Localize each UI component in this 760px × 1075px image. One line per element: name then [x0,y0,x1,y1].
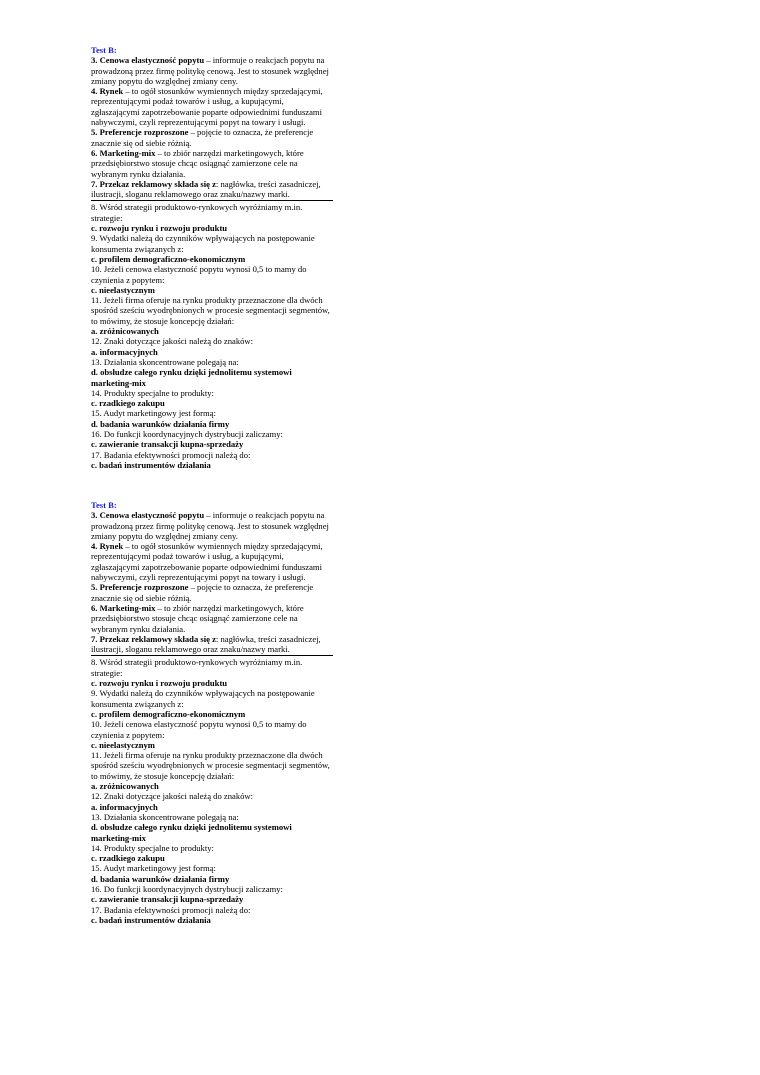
question-text: 9. Wydatki należą do czynników wpływających na postępowanie konsumenta związanych z: [91,233,315,254]
question-text: 11. Jeżeli firma oferuje na rynku produkty przeznaczone dla dwóch spośród sześciu wyodrębnionych w procesie segmentacji segmentów, to mówimy, że stosuje koncepcję działań: [91,750,330,781]
definition-item [91,634,333,655]
definition-item [91,86,333,127]
question-text: 10. Jeżeli cenowa elastyczność popytu wynosi 0,5 to mamy do czynienia z popytem: [91,719,307,740]
question-text: 16. Do funkcji koordynacyjnych dystrybucji zaliczamy: [91,428,283,439]
answer-text: c. nieelastycznym [91,739,155,750]
question-text: 14. Produkty specjalne to produkty: [91,387,214,398]
definition-term: 6. Marketing-mix [91,147,156,158]
answer-text: c. zawieranie transakcji kupna-sprzedaży [91,439,244,450]
definition-term: 7. Przekaz reklamowy składa się z [91,633,216,644]
definition-term: 3. Cenowa elastyczność popytu [91,55,205,66]
definition-term: 4. Rynek [91,541,124,552]
answer-text: c. profilem demograficzno-ekonomicznym [91,253,246,264]
definition-item [91,541,333,582]
definition-text: – informuje o reakcjach popytu na prowadzoną przez firmę politykę cenową. Jest to stosunek względnej zmiany popytu do względnej zmiany ceny. [91,55,329,86]
question-text: 11. Jeżeli firma oferuje na rynku produkty przeznaczone dla dwóch spośród sześciu wyodrębnionych w procesie segmentacji segmentów, to mówimy, że stosuje koncepcję działań: [91,295,330,326]
question-text: 9. Wydatki należą do czynników wpływających na postępowanie konsumenta związanych z: [91,688,315,709]
definition-item [91,510,333,541]
question-text: 12. Znaki dotyczące jakości należą do znaków: [91,791,254,802]
definition-text: : nagłówka, treści zasadniczej, ilustracji, sloganu reklamowego oraz znaku/nazwy marki. [91,178,321,200]
question-text: 10. Jeżeli cenowa elastyczność popytu wynosi 0,5 to mamy do czynienia z popytem: [91,264,307,285]
answer-text: c. rzadkiego zakupu [91,398,165,409]
test-title: Test B: [91,500,117,510]
answer-text: c. badań instrumentów działania [91,914,211,925]
section-divider [91,200,333,201]
definition-term: 3. Cenowa elastyczność popytu [91,510,205,521]
definition-item [91,179,333,200]
definition-text: : nagłówka, treści zasadniczej, ilustracji, sloganu reklamowego oraz znaku/nazwy marki. [91,633,321,655]
question-text: 12. Znaki dotyczące jakości należą do znaków: [91,336,254,347]
definition-item [91,148,333,179]
definition-item [91,55,333,86]
definition-item [91,127,333,148]
question-text: 15. Audyt marketingowy jest formą: [91,863,216,874]
question-text: 14. Produkty specjalne to produkty: [91,842,214,853]
question-text: 8. Wśród strategii produktowo-rynkowych wyróżniamy m.in. strategie: [91,657,303,678]
answer-text: c. profilem demograficzno-ekonomicznym [91,708,246,719]
answer-text: c. nieelastycznym [91,284,155,295]
question-text: 17. Badania efektywności promocji należą do: [91,904,251,915]
answer-text: a. zróżnicowanych [91,326,159,337]
definition-text: – to zbiór narzędzi marketingowych, które przedsiębiorstwo stosuje chcąc osiągnąć zamierzone cele na wybranym rynku działania. [91,147,304,179]
definition-text: – informuje o reakcjach popytu na prowadzoną przez firmę politykę cenową. Jest to stosunek względnej zmiany popytu do względnej zmiany ceny. [91,510,329,541]
answer-text: d. badania warunków działania firmy [91,873,230,884]
test-title: Test B: [91,45,117,55]
question-text: 15. Audyt marketingowy jest formą: [91,408,216,419]
definition-text: – to zbiór narzędzi marketingowych, które przedsiębiorstwo stosuje chcąc osiągnąć zamierzone cele na wybranym rynku działania. [91,602,304,634]
definition-text: – pojęcie to oznacza, że preferencje znacznie się od siebie różnią. [91,127,314,148]
definition-term: 5. Preferencje rozproszone [91,127,189,138]
question-text: 13. Działania skoncentrowane polegają na: [91,356,239,367]
definition-term: 7. Przekaz reklamowy składa się z [91,178,216,189]
section-divider [91,655,333,656]
definition-text: – to ogół stosunków wymiennych między sprzedającymi, reprezentującymi podaż towarów i usług, a kupującymi, zgłaszającymi zapotrzebowanie poparte odpowiednimi funduszami nabywczymi, czyli reprezentującymi popyt na towary i usługi. [91,86,323,128]
definition-text: – pojęcie to oznacza, że preferencje znacznie się od siebie różnią. [91,582,314,603]
test-block-2 [91,500,333,925]
answer-text: c. zawieranie transakcji kupna-sprzedaży [91,894,244,905]
answer-text: a. informacyjnych [91,346,158,357]
answer-text: c. rozwoju rynku i rozwoju produktu [91,678,228,689]
answer-text: c. rzadkiego zakupu [91,853,165,864]
answer-text: d. obsłudze całego rynku dzięki jednolitemu systemowi marketing-mix [91,822,292,843]
question-text: 8. Wśród strategii produktowo-rynkowych wyróżniamy m.in. strategie: [91,202,303,223]
definition-term: 5. Preferencje rozproszone [91,582,189,593]
definition-term: 6. Marketing-mix [91,602,156,613]
answer-text: c. badań instrumentów działania [91,459,211,470]
test-block-1 [91,45,333,470]
definition-text: – to ogół stosunków wymiennych między sprzedającymi, reprezentującymi podaż towarów i usług, a kupującymi, zgłaszającymi zapotrzebowanie poparte odpowiednimi funduszami nabywczymi, czyli reprezentującymi popyt na towary i usługi. [91,541,323,583]
definition-term: 4. Rynek [91,86,124,97]
answer-text: d. badania warunków działania firmy [91,418,230,429]
question-text: 13. Działania skoncentrowane polegają na: [91,811,239,822]
answer-text: c. rozwoju rynku i rozwoju produktu [91,223,228,234]
question-text: 16. Do funkcji koordynacyjnych dystrybucji zaliczamy: [91,883,283,894]
definition-item [91,582,333,603]
question-text: 17. Badania efektywności promocji należą do: [91,449,251,460]
answer-text: a. informacyjnych [91,801,158,812]
definition-item [91,603,333,634]
answer-text: d. obsłudze całego rynku dzięki jednolitemu systemowi marketing-mix [91,367,292,388]
answer-text: a. zróżnicowanych [91,781,159,792]
